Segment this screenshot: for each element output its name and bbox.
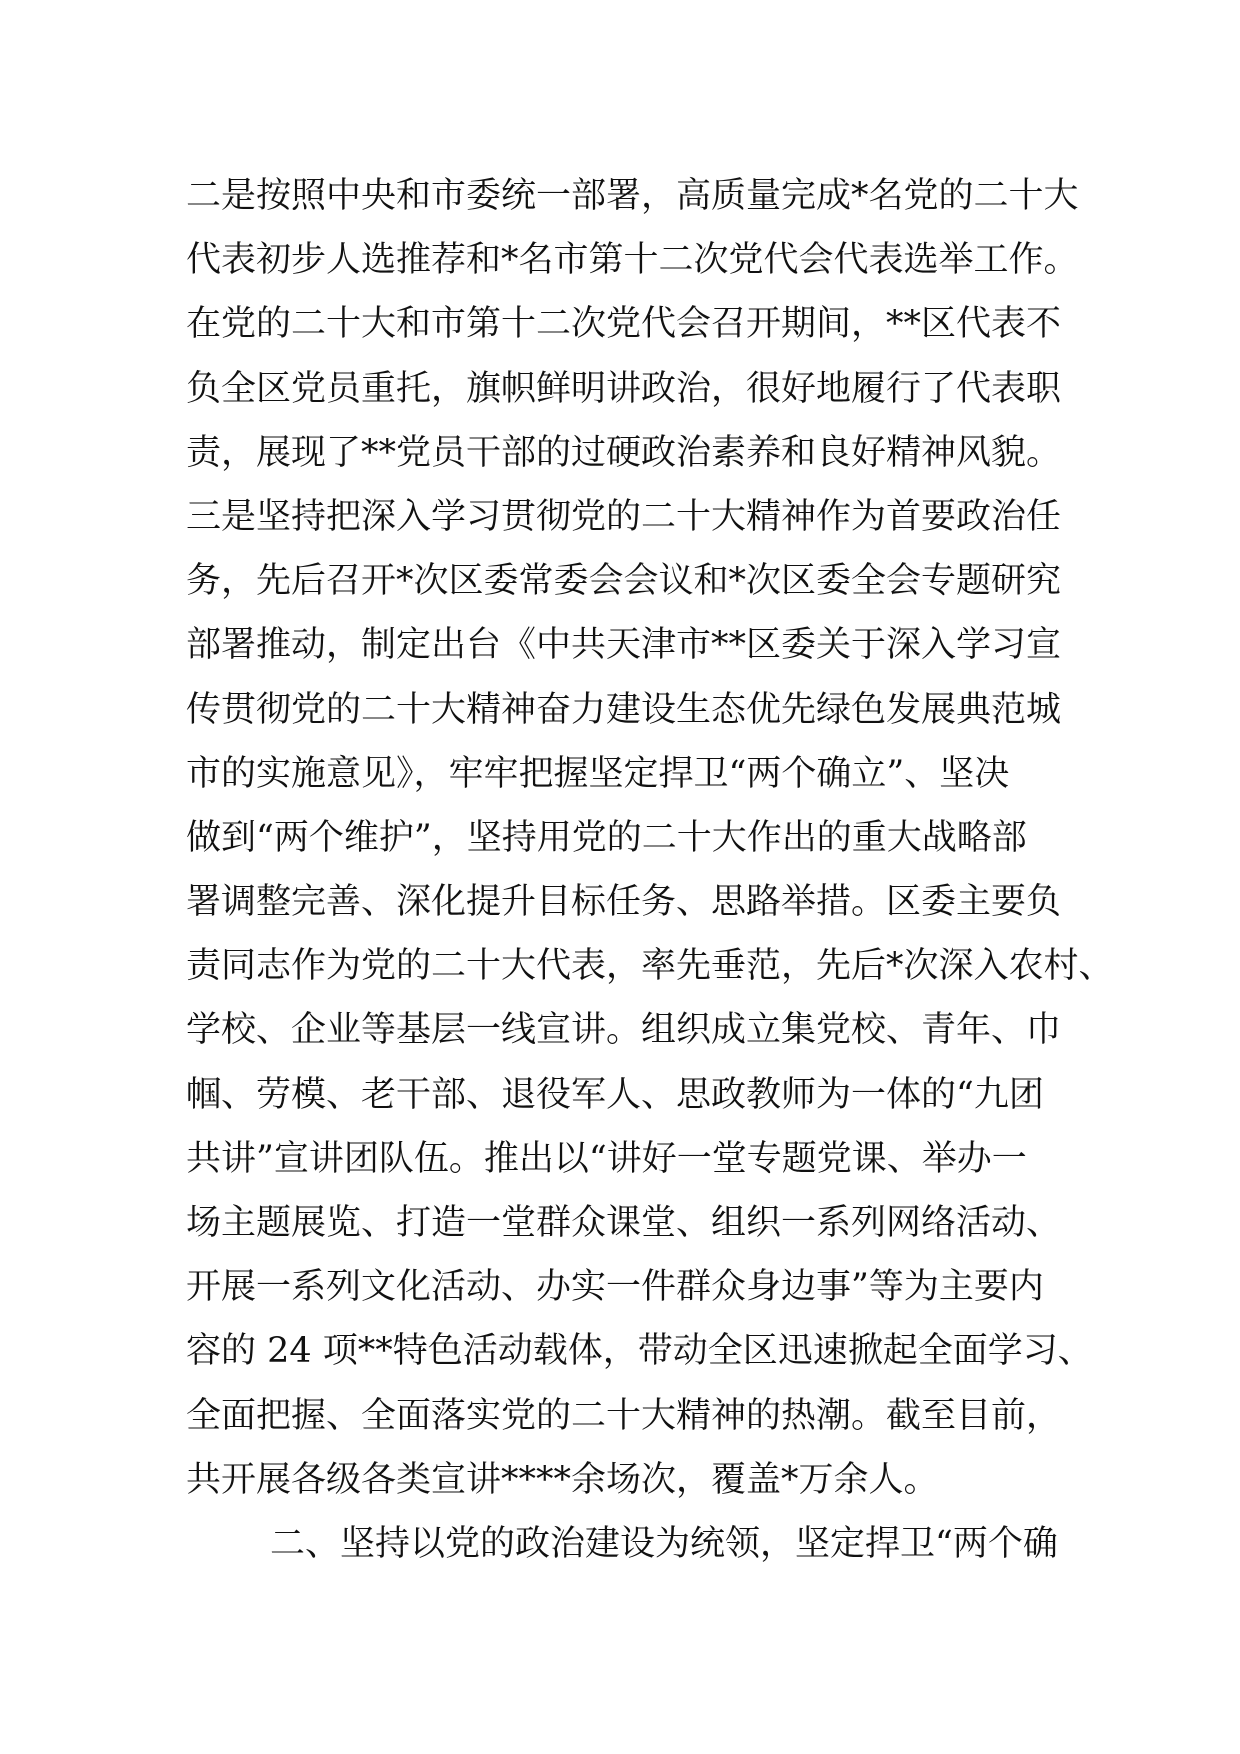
text-line: 容的 24 项**特色活动载体，带动全区迅速掀起全面学习、 [186, 1331, 1093, 1372]
text-line: 做到“两个维护”，坚持用党的二十大作出的重大战略部 [186, 817, 1027, 858]
text-line: 全面把握、全面落实党的二十大精神的热潮。截至目前， [186, 1395, 1062, 1436]
text-line: 场主题展览、打造一堂群众课堂、组织一系列网络活动、 [186, 1203, 1062, 1243]
text-line: 署调整完善、深化提升目标任务、思路举措。区委主要负 [186, 882, 1062, 923]
text-line: 责同志作为党的二十大代表，率先垂范，先后*次深入农村、 [186, 946, 1114, 987]
text-line: 责，展现了**党员干部的过硬政治素养和良好精神风貌。 [186, 432, 1062, 473]
body-text [186, 164, 1114, 1576]
text-line: 二是按照中央和市委统一部署，高质量完成*名党的二十大 [186, 176, 1079, 216]
text-line: 负全区党员重托，旗帜鲜明讲政治，很好地履行了代表职 [186, 368, 1062, 409]
text-line: 三是坚持把深入学习贯彻党的二十大精神作为首要政治任 [186, 496, 1062, 537]
text-line: 共开展各级各类宣讲****余场次，覆盖*万余人。 [186, 1459, 939, 1500]
text-line: 市的实施意见》，牢牢把握坚定捍卫“两个确立”、坚决 [186, 753, 1010, 794]
text-line: 传贯彻党的二十大精神奋力建设生态优先绿色发展典范城 [186, 689, 1062, 730]
section-heading: 二、坚持以党的政治建设为统领，坚定捍卫“两个确 [270, 1523, 1058, 1564]
text-line: 务，先后召开*次区委常委会会议和*次区委全会专题研究 [186, 561, 1062, 602]
text-line: 代表初步人选推荐和*名市第十二次党代会代表选举工作。 [186, 240, 1079, 281]
text-line: 部署推动，制定出台《中共天津市**区委关于深入学习宣 [186, 625, 1062, 666]
text-line: 学校、企业等基层一线宣讲。组织成立集党校、青年、巾 [186, 1010, 1062, 1051]
text-line: 在党的二十大和市第十二次党代会召开期间，**区代表不 [186, 304, 1062, 345]
text-line: 帼、劳模、老干部、退役军人、思政教师为一体的“九团 [186, 1074, 1044, 1115]
text-line: 共讲”宣讲团队伍。推出以“讲好一堂专题党课、举办一 [186, 1138, 1027, 1179]
text-line: 开展一系列文化活动、办实一件群众身边事”等为主要内 [186, 1267, 1044, 1308]
